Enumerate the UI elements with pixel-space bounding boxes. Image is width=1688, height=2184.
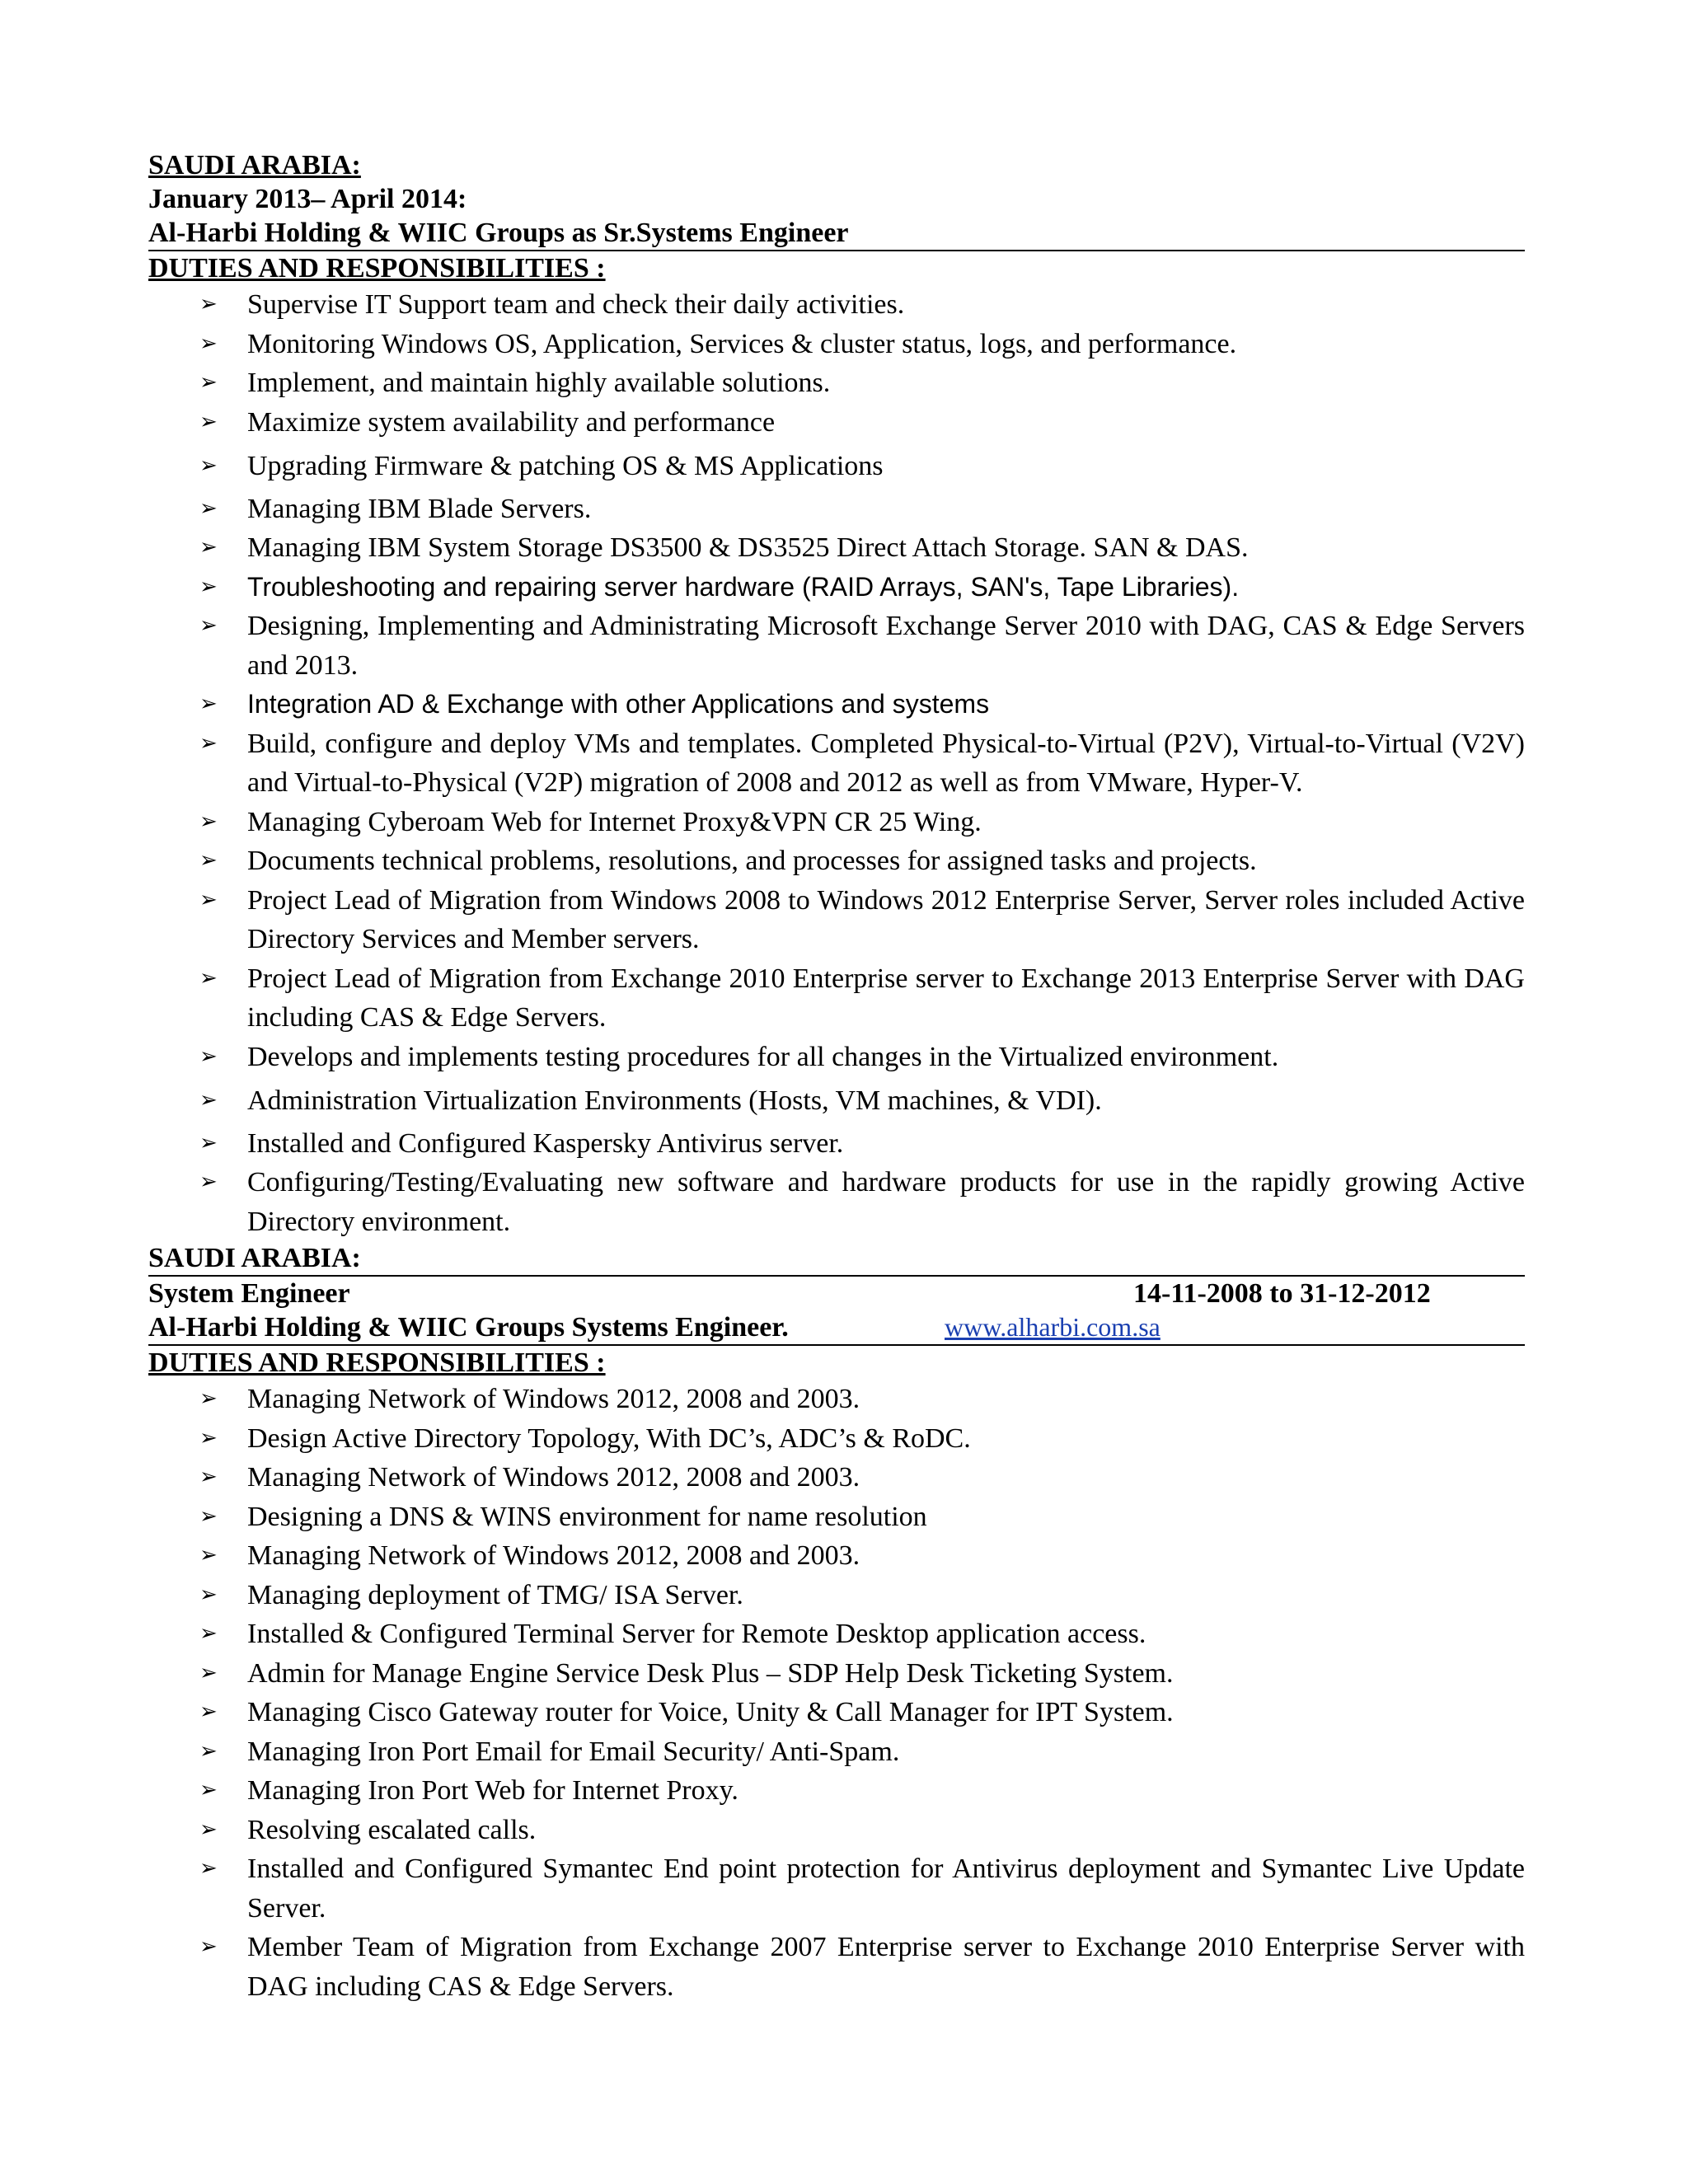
arrow-bullet-icon: ➢ bbox=[199, 1130, 218, 1155]
list-item: ➢ Designing, Implementing and Administrating Microsoft Exchange Server 2010 with DAG, CAS & Edge Servers and 2013. bbox=[148, 607, 1525, 685]
section-sr-systems-engineer bbox=[148, 148, 1525, 1241]
company-role: Al-Harbi Holding & WIIC Groups as Sr.Systems Engineer bbox=[148, 216, 1525, 251]
list-item: ➢ Installed & Configured Terminal Server for Remote Desktop application access. bbox=[148, 1615, 1525, 1654]
list-item: ➢ Troubleshooting and repairing server hardware (RAID Arrays, SAN's, Tape Libraries). bbox=[148, 568, 1525, 607]
list-item: ➢ Managing Cyberoam Web for Internet Proxy&VPN CR 25 Wing. bbox=[148, 803, 1525, 842]
company-name: Al-Harbi Holding & WIIC Groups Systems Engineer. bbox=[148, 1312, 789, 1343]
arrow-bullet-icon: ➢ bbox=[199, 453, 218, 478]
arrow-bullet-icon: ➢ bbox=[199, 1699, 218, 1724]
list-item: ➢ Project Lead of Migration from Exchange 2010 Enterprise server to Exchange 2013 Enterprise Server with DAG including CAS & Edge Servers. bbox=[148, 959, 1525, 1038]
list-item: ➢ Upgrading Firmware & patching OS & MS Applications bbox=[148, 447, 1525, 486]
arrow-bullet-icon: ➢ bbox=[199, 1856, 218, 1881]
duties-list bbox=[148, 1380, 1525, 2006]
list-item: ➢ Managing deployment of TMG/ ISA Server. bbox=[148, 1576, 1525, 1615]
list-item: ➢ Implement, and maintain highly available solutions. bbox=[148, 363, 1525, 403]
arrow-bullet-icon: ➢ bbox=[199, 613, 218, 638]
arrow-bullet-icon: ➢ bbox=[199, 1169, 218, 1194]
list-item: ➢ Managing Network of Windows 2012, 2008 and 2003. bbox=[148, 1458, 1525, 1497]
arrow-bullet-icon: ➢ bbox=[199, 691, 218, 716]
duties-heading: DUTIES AND RESPONSIBILITIES : bbox=[148, 253, 606, 284]
list-item: ➢ Managing Network of Windows 2012, 2008 and 2003. bbox=[148, 1536, 1525, 1576]
arrow-bullet-icon: ➢ bbox=[199, 535, 218, 560]
arrow-bullet-icon: ➢ bbox=[199, 1386, 218, 1411]
list-item: ➢ Installed and Configured Kaspersky Antivirus server. bbox=[148, 1124, 1525, 1164]
list-item: ➢ Design Active Directory Topology, With DC’s, ADC’s & RoDC. bbox=[148, 1419, 1525, 1459]
country-heading: SAUDI ARABIA: bbox=[148, 150, 361, 180]
arrow-bullet-icon: ➢ bbox=[199, 370, 218, 395]
arrow-bullet-icon: ➢ bbox=[199, 1543, 218, 1568]
arrow-bullet-icon: ➢ bbox=[199, 1465, 218, 1489]
list-item: ➢ Supervise IT Support team and check their daily activities. bbox=[148, 285, 1525, 325]
list-item: ➢ Managing IBM System Storage DS3500 & DS3525 Direct Attach Storage. SAN & DAS. bbox=[148, 528, 1525, 568]
period: January 2013– April 2014: bbox=[148, 184, 467, 214]
list-item: ➢ Project Lead of Migration from Windows 2008 to Windows 2012 Enterprise Server, Server roles included Active Directory Services and Member servers. bbox=[148, 881, 1525, 959]
company-row bbox=[148, 1310, 1525, 1346]
arrow-bullet-icon: ➢ bbox=[199, 574, 218, 599]
employment-dates: 14-11-2008 to 31-12-2012 bbox=[1133, 1278, 1431, 1309]
list-item: ➢ Installed and Configured Symantec End point protection for Antivirus deployment and Symantec Live Update Server. bbox=[148, 1849, 1525, 1928]
arrow-bullet-icon: ➢ bbox=[199, 965, 218, 991]
arrow-bullet-icon: ➢ bbox=[199, 808, 218, 834]
arrow-bullet-icon: ➢ bbox=[199, 1660, 218, 1685]
list-item: ➢ Maximize system availability and performance bbox=[148, 403, 1525, 443]
arrow-bullet-icon: ➢ bbox=[199, 330, 218, 356]
list-item: ➢ Member Team of Migration from Exchange 2007 Enterprise server to Exchange 2010 Enterprise Server with DAG including CAS & Edge Servers. bbox=[148, 1928, 1525, 2006]
resume-page bbox=[148, 148, 1525, 2006]
job-title: System Engineer bbox=[148, 1278, 350, 1309]
list-item: ➢ Administration Virtualization Environments (Hosts, VM machines, & VDI). bbox=[148, 1081, 1525, 1121]
arrow-bullet-icon: ➢ bbox=[199, 1778, 218, 1802]
arrow-bullet-icon: ➢ bbox=[199, 409, 218, 434]
arrow-bullet-icon: ➢ bbox=[199, 1621, 218, 1646]
duties-list bbox=[148, 285, 1525, 1241]
arrow-bullet-icon: ➢ bbox=[199, 1582, 218, 1607]
list-item: ➢ Documents technical problems, resolutions, and processes for assigned tasks and projects. bbox=[148, 841, 1525, 881]
arrow-bullet-icon: ➢ bbox=[199, 1503, 218, 1529]
arrow-bullet-icon: ➢ bbox=[199, 1816, 218, 1842]
list-item: ➢ Resolving escalated calls. bbox=[148, 1811, 1525, 1850]
arrow-bullet-icon: ➢ bbox=[199, 1738, 218, 1764]
list-item: ➢ Managing Iron Port Web for Internet Proxy. bbox=[148, 1771, 1525, 1811]
list-item: ➢ Integration AD & Exchange with other Applications and systems bbox=[148, 685, 1525, 724]
list-item: ➢ Designing a DNS & WINS environment for name resolution bbox=[148, 1497, 1525, 1537]
arrow-bullet-icon: ➢ bbox=[199, 730, 218, 756]
country-heading: SAUDI ARABIA: bbox=[148, 1241, 1525, 1277]
list-item: ➢ Admin for Manage Engine Service Desk Plus – SDP Help Desk Ticketing System. bbox=[148, 1654, 1525, 1694]
arrow-bullet-icon: ➢ bbox=[199, 1088, 218, 1113]
list-item: ➢ Build, configure and deploy VMs and templates. Completed Physical-to-Virtual (P2V), Virtual-to-Virtual (V2V) and Virtual-to-Physical (V2P) migration of 2008 and 2012 as well as from VMware, Hyper-V. bbox=[148, 724, 1525, 803]
arrow-bullet-icon: ➢ bbox=[199, 1043, 218, 1069]
website-link[interactable]: www.alharbi.com.sa bbox=[945, 1312, 1160, 1342]
arrow-bullet-icon: ➢ bbox=[199, 292, 218, 316]
arrow-bullet-icon: ➢ bbox=[199, 848, 218, 873]
list-item: ➢ Managing Iron Port Email for Email Security/ Anti-Spam. bbox=[148, 1732, 1525, 1772]
duties-heading: DUTIES AND RESPONSIBILITIES : bbox=[148, 1347, 606, 1378]
list-item: ➢ Monitoring Windows OS, Application, Services & cluster status, logs, and performance. bbox=[148, 325, 1525, 364]
job-title-row bbox=[148, 1277, 1525, 1310]
list-item: ➢ Develops and implements testing procedures for all changes in the Virtualized environment. bbox=[148, 1038, 1525, 1077]
list-item: ➢ Configuring/Testing/Evaluating new software and hardware products for use in the rapidly growing Active Directory environment. bbox=[148, 1163, 1525, 1241]
list-item: ➢ Managing Cisco Gateway router for Voice, Unity & Call Manager for IPT System. bbox=[148, 1693, 1525, 1732]
arrow-bullet-icon: ➢ bbox=[199, 495, 218, 521]
arrow-bullet-icon: ➢ bbox=[199, 1934, 218, 1959]
arrow-bullet-icon: ➢ bbox=[199, 1425, 218, 1451]
section-system-engineer bbox=[148, 1241, 1525, 2006]
arrow-bullet-icon: ➢ bbox=[199, 887, 218, 912]
list-item: ➢ Managing IBM Blade Servers. bbox=[148, 490, 1525, 529]
list-item: ➢ Managing Network of Windows 2012, 2008 and 2003. bbox=[148, 1380, 1525, 1419]
